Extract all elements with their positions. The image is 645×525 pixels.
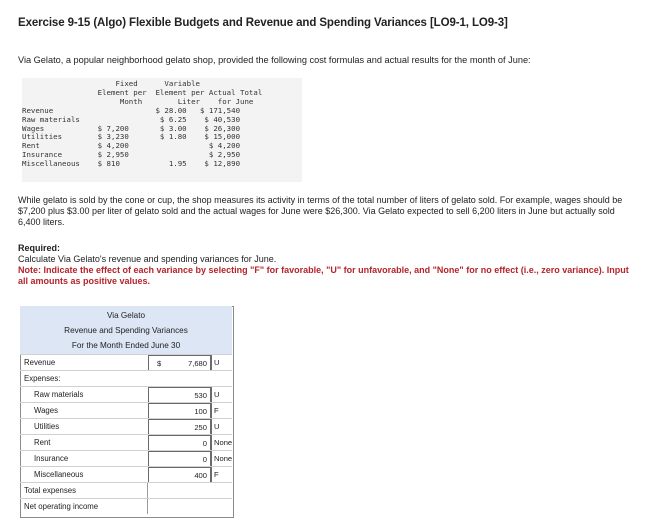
problem-paragraph: While gelato is sold by the cone or cup, the shop measures its activity in terms of the total number of liters of gelato sold. For example, wages should be $7,200 plus $3.00 per liter of gelato sold and the actual wages for June were $26,300. Via Gelato expected to sell 6,200 liters in June but actually sold 6,400 liters. xyxy=(18,195,623,227)
variance-amount-input[interactable] xyxy=(148,355,212,371)
statement-company: Via Gelato xyxy=(106,311,146,320)
variance-amount-input[interactable] xyxy=(148,435,212,451)
variance-amount-input[interactable] xyxy=(148,467,212,483)
statement-row xyxy=(20,450,232,467)
required-heading: Required: xyxy=(18,243,61,253)
variance-amount-input[interactable] xyxy=(148,451,212,467)
statement-row xyxy=(20,466,232,483)
variance-amount: 400 xyxy=(194,471,207,480)
statement-row xyxy=(20,354,232,371)
variance-amount: 530 xyxy=(194,391,207,400)
effect-select[interactable] xyxy=(210,451,231,466)
effect-select[interactable] xyxy=(210,355,231,370)
statement-row xyxy=(20,370,232,387)
exercise-title: Exercise 9-15 (Algo) Flexible Budgets and Revenue and Spending Variances [LO9-1, LO9-3] xyxy=(18,17,508,29)
effect-select[interactable] xyxy=(210,419,231,434)
effect-value: None xyxy=(214,438,233,447)
statement-row xyxy=(20,386,232,403)
variance-amount-input[interactable] xyxy=(148,419,212,435)
statement-row xyxy=(20,434,232,451)
statement-row-label: Wages xyxy=(34,406,58,415)
required-note: Note: Indicate the effect of each variance by selecting "F" for favorable, "U" for unfavorable, and "None" for no effect (i.e., zero variance). Input all amounts as positive values. xyxy=(18,265,629,286)
statement-row xyxy=(20,418,232,435)
cost-formula-table: Fixed Variable Element per Element per Actual Total Month Liter for June Revenue $ 28.00 $ 171,540 Raw materials $ 6.25 $ 40,530 Wages $ 7,200 $ 3.00 $ 26,300 Utilities $ 3,230 $ 1.80 $ 15,000 Rent $ 4,200 $ 4,200 Insurance $ 2,950 $ 2,950 Miscellaneous $ 810 1.95 $ 12,890 xyxy=(22,79,263,169)
statement-row xyxy=(20,482,232,499)
statement-row-label: Rent xyxy=(34,438,51,447)
effect-value: None xyxy=(214,454,233,463)
statement-row xyxy=(20,402,232,419)
statement-row xyxy=(20,498,232,515)
statement-row-label: Total expenses xyxy=(24,486,77,495)
variance-amount: 0 xyxy=(202,439,207,448)
variance-amount-input[interactable] xyxy=(147,499,212,514)
statement-row-label: Utilities xyxy=(34,422,60,431)
statement-period: For the Month Ended June 30 xyxy=(71,341,181,350)
variance-amount: 7,680 xyxy=(187,359,207,368)
variance-amount-input[interactable] xyxy=(148,387,212,403)
variance-amount-input[interactable] xyxy=(148,403,212,419)
variance-amount: 100 xyxy=(194,407,207,416)
variance-amount-input[interactable] xyxy=(147,483,212,498)
statement-row-label: Expenses: xyxy=(24,374,61,383)
statement-row-label: Insurance xyxy=(34,454,69,463)
dollar-sign: $ xyxy=(157,359,162,368)
statement-header xyxy=(20,306,232,354)
effect-select[interactable] xyxy=(210,467,231,482)
variance-amount: 250 xyxy=(194,423,207,432)
effect-value: U xyxy=(214,390,220,399)
statement-row-label: Miscellaneous xyxy=(34,470,84,479)
effect-value: F xyxy=(214,470,219,479)
effect-select[interactable] xyxy=(210,435,231,450)
effect-select[interactable] xyxy=(210,387,231,402)
effect-value: U xyxy=(214,358,220,367)
effect-select[interactable] xyxy=(210,403,231,418)
intro-text: Via Gelato, a popular neighborhood gelato shop, provided the following cost formulas and actual results for the month of June: xyxy=(18,55,531,65)
effect-value: F xyxy=(214,406,219,415)
statement-row-label: Revenue xyxy=(24,358,56,367)
variance-amount: 0 xyxy=(202,455,207,464)
required-text: Calculate Via Gelato's revenue and spending variances for June. xyxy=(18,254,277,264)
statement-title: Revenue and Spending Variances xyxy=(64,326,188,335)
required-section xyxy=(18,243,276,265)
effect-value: U xyxy=(214,422,220,431)
statement-row-label: Net operating income xyxy=(24,502,99,511)
statement-row-label: Raw materials xyxy=(34,390,84,399)
